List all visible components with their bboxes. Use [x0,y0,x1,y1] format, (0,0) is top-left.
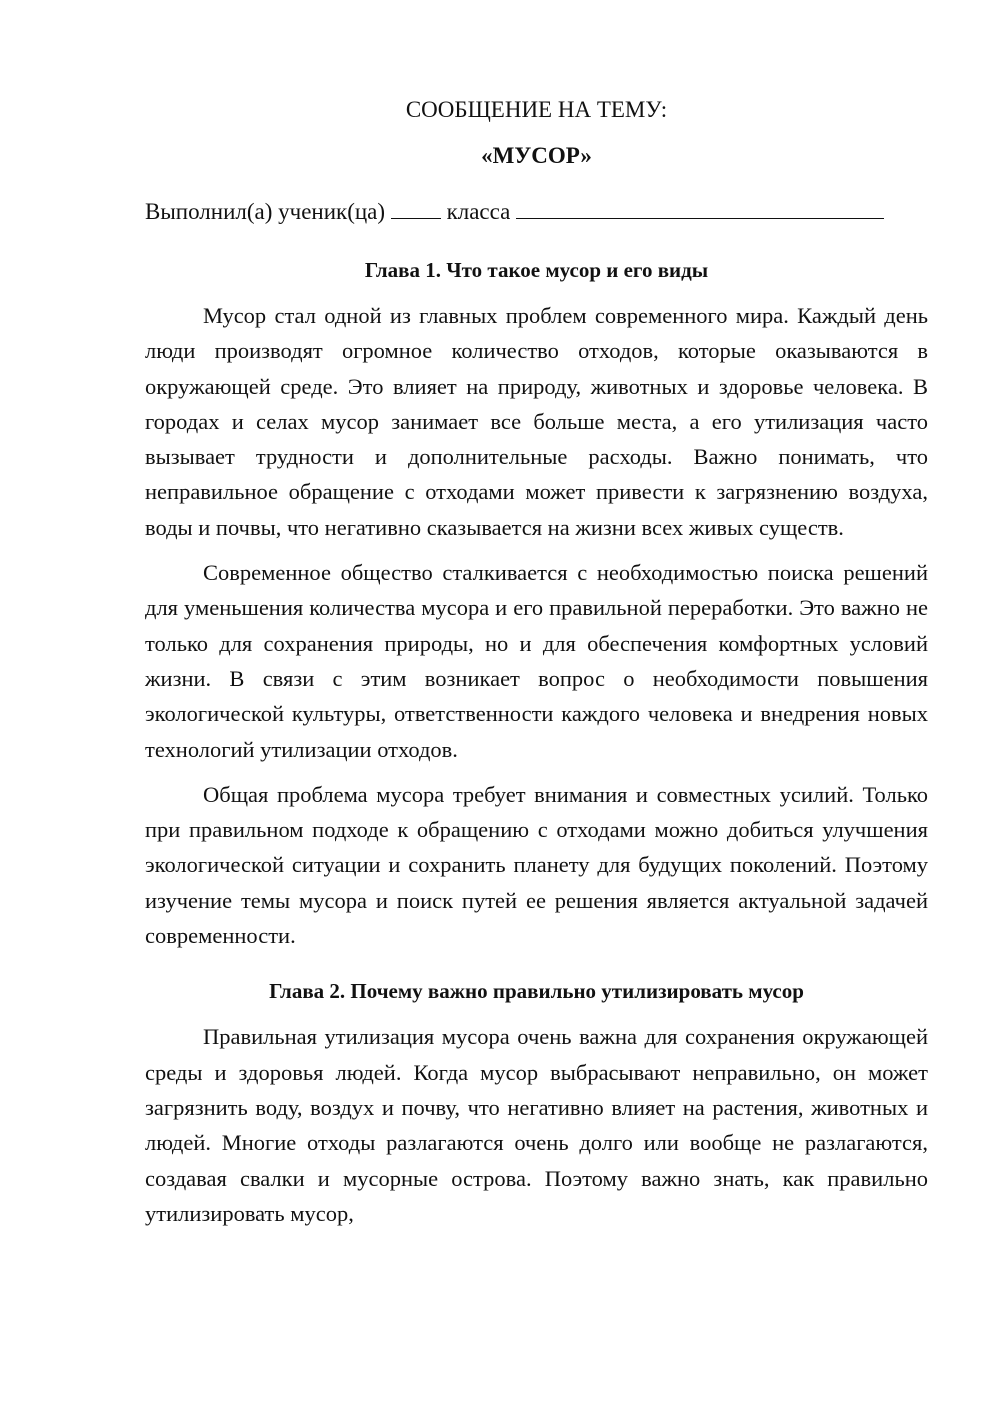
paragraph: Мусор стал одной из главных проблем современного мира. Каждый день люди производят огромное количество отходов, которые оказываются в окружающей среде. Это влияет на природу, животных и здоровье человека. В городах и селах мусор занимает все больше места, а его утилизация часто вызывает трудности и дополнительные расходы. Важно понимать, что неправильное обращение с отходами может привести к загрязнению воздуха, воды и почвы, что негативно сказывается на жизни всех живых существ. [145,303,928,540]
document-subtitle: СООБЩЕНИЕ НА ТЕМУ: [405,97,668,122]
performed-by-label: Выполнил(а) ученик(ца) [145,199,386,224]
document-title: «МУСОР» [481,143,592,168]
document-page [145,90,928,1241]
chapter-2 [145,973,928,1231]
paragraph: Современное общество сталкивается с необходимостью поиска решений для уменьшения количества мусора и его правильной переработки. Это важно не только для сохранения природы, но и для обеспечения комфортных условий жизни. В связи с этим возникает вопрос о необходимости повышения экологической культуры, ответственности каждого человека и внедрения новых технологий утилизации отходов. [145,560,928,762]
paragraph: Общая проблема мусора требует внимания и совместных усилий. Только при правильном подходе к обращению с отходами можно добиться улучшения экологической ситуации и сохранить планету для будущих поколений. Поэтому изучение темы мусора и поиск путей ее решения является актуальной задачей современности. [145,781,928,949]
student-name-blank [516,198,884,219]
class-number-blank [391,198,441,219]
paragraph: Правильная утилизация мусора очень важна для сохранения окружающей среды и здоровья людей. Когда мусор выбрасывают неправильно, он может загрязнить воду, воздух и почву, что негативно влияет на растения, животных и людей. Многие отходы разлагаются очень долго или вообще не разлагаются, создавая свалки и мусорные острова. Поэтому важно знать, как правильно утилизировать мусор, [145,1024,928,1226]
chapter-1 [145,252,928,953]
chapter-heading: Глава 2. Почему важно правильно утилизировать мусор [269,979,804,1004]
author-line [145,192,928,232]
class-label: класса [446,199,511,224]
chapter-heading: Глава 1. Что такое мусор и его виды [364,258,709,282]
